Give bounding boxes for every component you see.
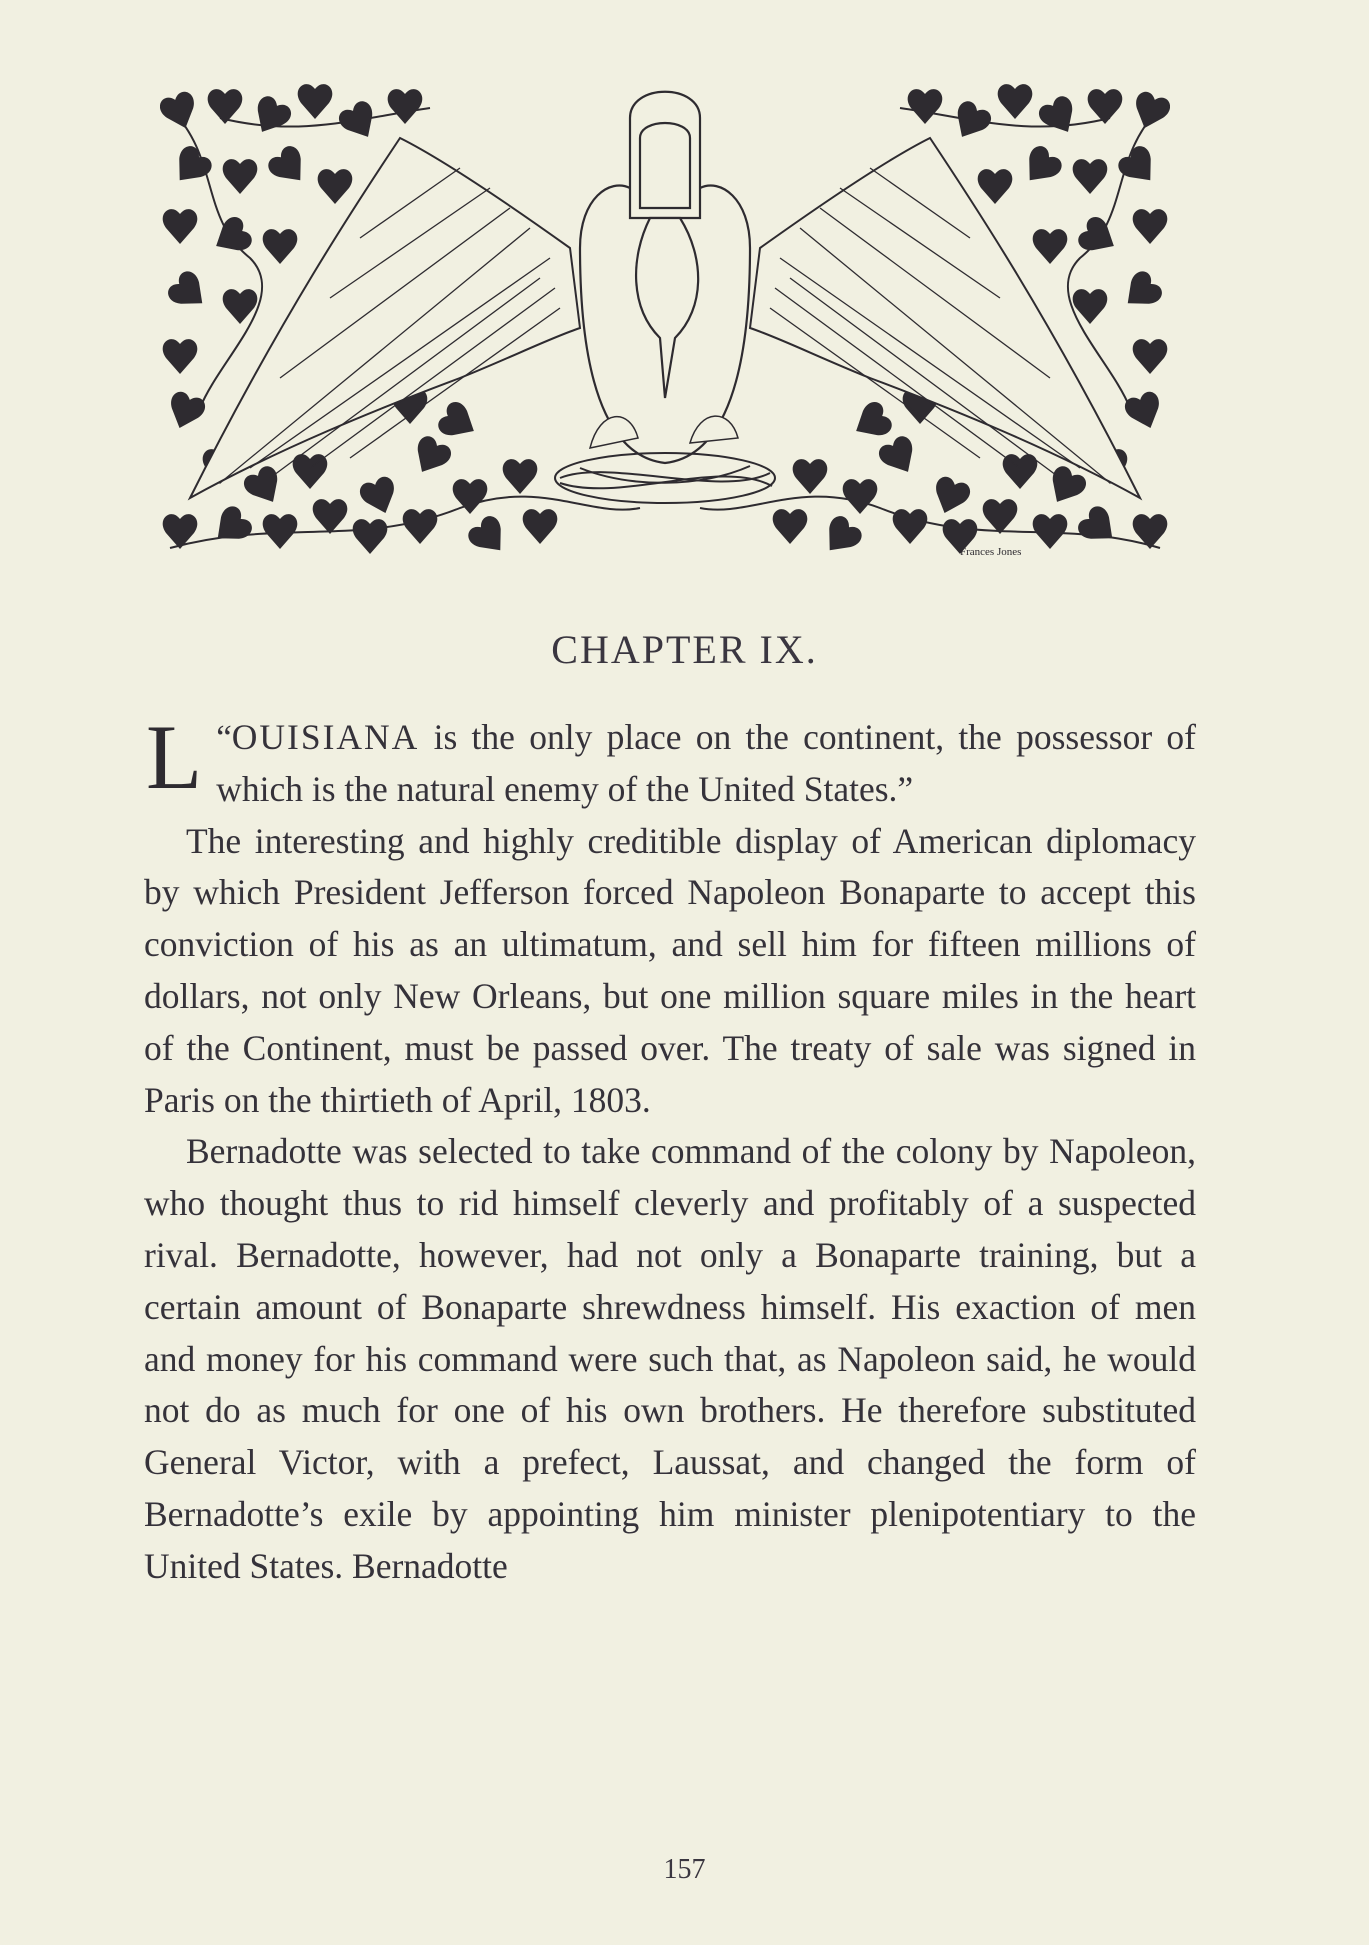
paragraph-3: Bernadotte was selected to take command of the colony by Napoleon, who thought thus to rid himself cleverly and profitably of a suspected rival. Bernadotte, however, had not only a Bonaparte training, but a certain amount of Bonaparte shrewdness himself. His exaction of men and money for his command were such that, as Napoleon said, he would not do as much for one of his own brothers. He therefore substituted General Victor, with a prefect, Laussat, and changed the form of Bernadotte’s exile by appointing him minister plenipotentiary to the United States. Bernadotte — [144, 1131, 1196, 1586]
page-number: 157 — [663, 1854, 706, 1885]
drop-cap: L — [146, 706, 203, 808]
paragraph-1 — [144, 706, 1196, 816]
body-text — [144, 706, 1196, 1593]
lead-word: OUISIANA — [231, 717, 420, 757]
paragraph-2: The interesting and highly creditible display of American diplomacy by which President Jefferson forced Napoleon Bonaparte to accept this conviction of his as an ultimatum, and sell him for fifteen millions of dollars, not only New Orleans, but one million square miles in the heart of the Continent, must be passed over. The treaty of sale was signed in Paris on the thirtieth of April, 1803. — [144, 820, 1196, 1120]
illustrator-signature: Frances Jones — [960, 546, 1022, 558]
pelican-headpiece-illustration — [160, 78, 1170, 568]
chapter-title: CHAPTER IX. — [551, 627, 818, 672]
paragraph-1-text: is the only place on the continent, the possessor of which is the natural enemy of the United States.” — [216, 717, 1196, 809]
pelican-headpiece-icon — [160, 78, 1170, 568]
open-quote: “ — [216, 718, 232, 757]
